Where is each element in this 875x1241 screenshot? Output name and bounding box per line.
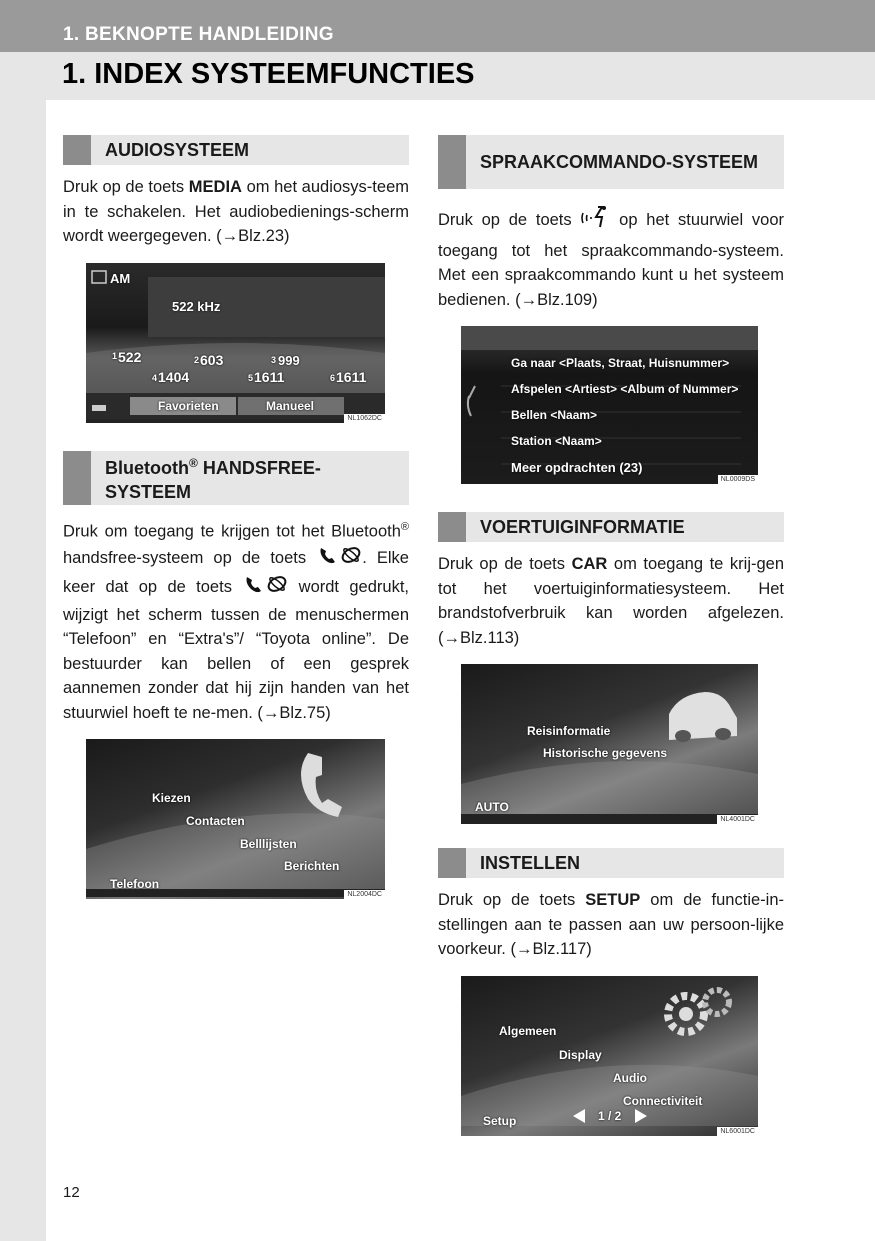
setup-text: Druk op de toets SETUP om de functie-in-stellingen aan te passen aan uw persoon-lijke voorkeur. (→Blz.117) — [438, 891, 784, 958]
page-title: 1. INDEX SYSTEEMFUNCTIES — [62, 58, 475, 90]
left-margin-bar — [0, 0, 46, 1241]
voice-command-icon — [580, 203, 610, 239]
page-number: 12 — [63, 1184, 80, 1201]
setup-heading: INSTELLEN — [438, 848, 784, 878]
voice-heading: SPRAAKCOMMANDO-SYSTEEM — [438, 135, 784, 189]
manueel-button: Manueel — [266, 398, 315, 413]
setup-screenshot: Algemeen Display Audio Connectiviteit Setup 1 / 2 NL6001DC — [461, 976, 758, 1136]
bluetooth-heading: Bluetooth® HANDSFREE-SYSTEEM — [63, 451, 409, 505]
vehicle-screenshot: Reisinformatie Historische gegevens AUTO NL4001DC — [461, 664, 758, 824]
audio-text: Druk op de toets MEDIA om het audiosys-teem in te schakelen. Het audiobedienings-scherm wordt weergegeven. (→Blz.23) — [63, 178, 409, 245]
right-column — [438, 135, 784, 1136]
favorieten-button: Favorieten — [158, 398, 219, 413]
vehicle-heading: VOERTUIGINFORMATIE — [438, 512, 784, 542]
bluetooth-text: Druk om toegang te krijgen tot het Bluetooth® handsfree-systeem op de toets . Elke keer dat op de toets wordt gedrukt, wijzigt het scherm tussen de menuschermen “Telefoon” en “Extra's”/ “Toyota online”. De bestuurder kan bellen of een gesprek aannemen zonder dat hij zijn handen van het stuurwiel hoeft te ne-men. (→Blz.75) — [63, 520, 409, 722]
voice-text: Druk op de toets op het stuurwiel voor toegang tot het spraakcommando-systeem. Met een spraakcommando kunt u het systeem bedienen. (→Blz.109) — [438, 203, 784, 312]
audio-heading: AUDIOSYSTEEM — [63, 135, 409, 165]
vehicle-text: Druk op de toets CAR om toegang te krij-gen tot het voertuiginformatiesysteem. Het brandstofverbruik kan worden afgelezen. (→Blz.113) — [438, 555, 785, 647]
phone-icon — [242, 573, 288, 603]
phone-screenshot: Kiezen Contacten Belllijsten Berichten Telefoon NL2004DC — [86, 739, 385, 899]
audio-screenshot: AM 522 kHz 1 522 2 603 3 999 4 1404 5 1611 6 1611 Favorieten Manueel NL1062DC — [86, 263, 385, 423]
chapter-title: 1. BEKNOPTE HANDLEIDING — [63, 24, 334, 45]
voice-screenshot: Ga naar <Plaats, Straat, Huisnummer> Afspelen <Artiest> <Album of Nummer> Bellen <Naam> Station <Naam> Meer opdrachten (23) NL0009DS — [461, 326, 758, 484]
phone-icon — [316, 544, 362, 574]
left-column — [63, 135, 409, 899]
